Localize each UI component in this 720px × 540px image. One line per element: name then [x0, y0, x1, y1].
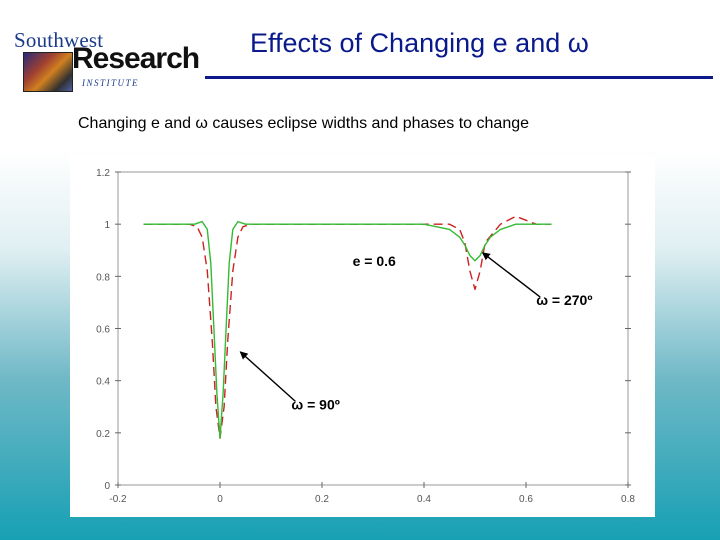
- y-tick-label: 1.2: [96, 168, 110, 179]
- y-tick-label: 0.8: [96, 272, 110, 284]
- logo-main-text: Research: [72, 42, 200, 75]
- y-tick-label: 0.6: [96, 324, 110, 336]
- slide-subtitle: Changing e and ω causes eclipse widths and phases to change: [78, 115, 530, 132]
- x-tick-label: 0.6: [519, 494, 533, 505]
- y-tick-label: 0: [104, 481, 110, 492]
- y-tick-label: 1: [104, 220, 110, 232]
- logo-top-text: Southwest: [14, 28, 104, 52]
- chart-background: [70, 157, 655, 517]
- x-tick-label: -0.2: [109, 494, 127, 505]
- ann-w90-label: ω = 90º: [291, 396, 340, 413]
- slide-title: Effects of Changing e and ω: [250, 28, 589, 58]
- x-tick-label: 0: [217, 494, 223, 505]
- title-divider: [205, 76, 713, 79]
- y-tick-label: 0.4: [96, 376, 110, 388]
- ann-w270-label: ω = 270º: [536, 292, 593, 309]
- eclipse-light-curve-chart: [70, 157, 655, 517]
- x-tick-label: 0.8: [621, 494, 635, 505]
- logo-emblem-icon: [23, 52, 73, 92]
- ann-e-label: e = 0.6: [352, 252, 396, 269]
- southwest-research-logo: [14, 28, 199, 98]
- x-tick-label: 0.4: [417, 494, 431, 505]
- y-tick-label: 0.2: [96, 428, 110, 440]
- logo-sub-text: INSTITUTE: [82, 78, 140, 88]
- x-tick-label: 0.2: [315, 494, 329, 505]
